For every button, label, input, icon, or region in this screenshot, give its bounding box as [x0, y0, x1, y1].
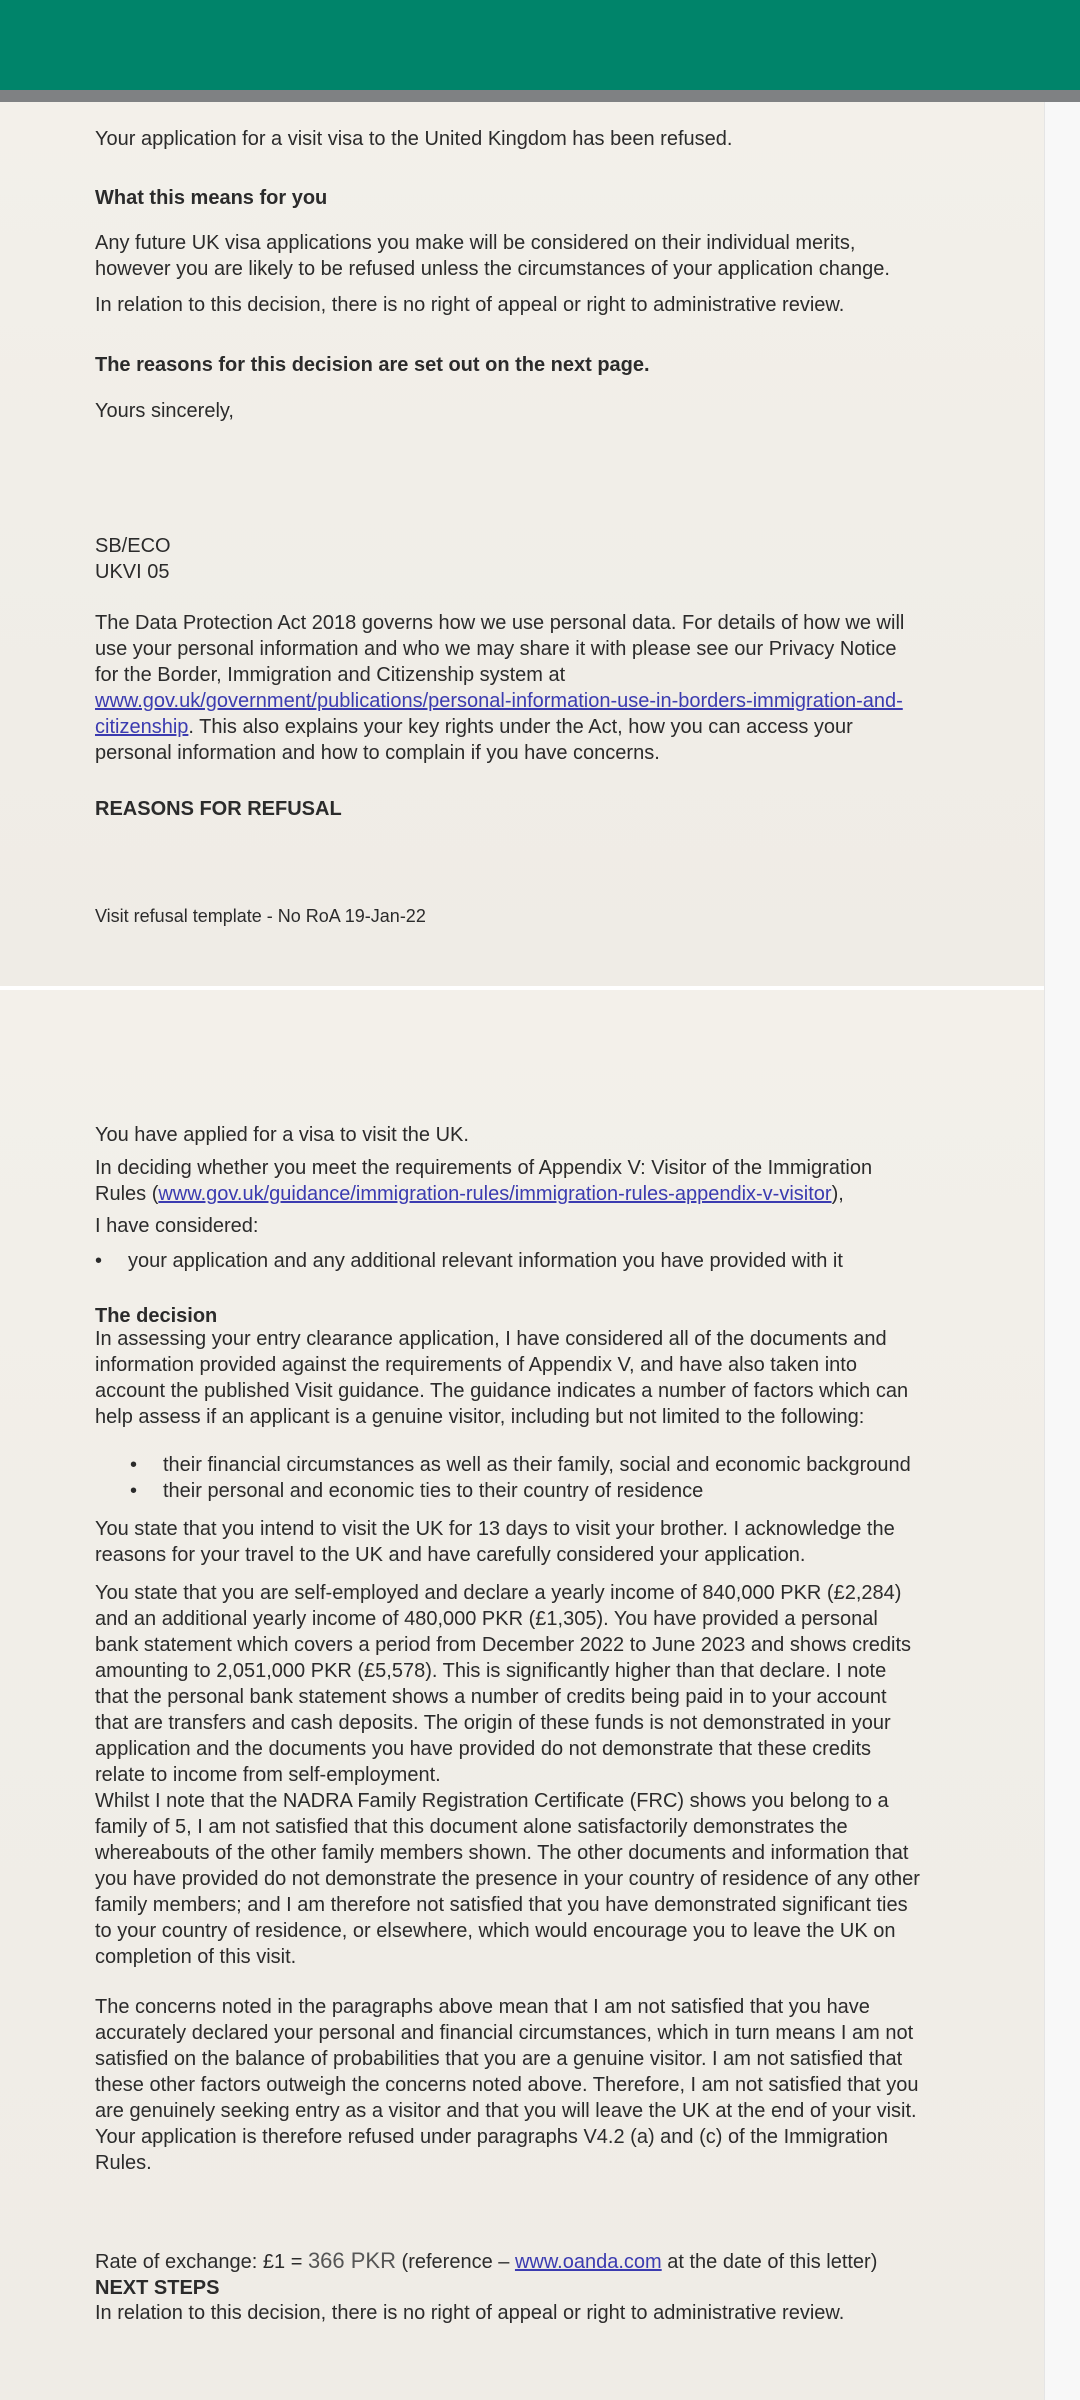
considered-bullet-text: your application and any additional relevant information you have provided with it	[128, 1250, 843, 1272]
rate-text-mid: (reference –	[396, 2251, 515, 2273]
exchange-rate-line	[95, 2248, 925, 2275]
refusal-statement: Your application for a visit visa to the United Kingdom has been refused.	[95, 128, 733, 150]
header-stripe	[0, 90, 1080, 102]
letter-page-2	[0, 990, 1044, 2400]
dpa-text-after: . This also explains your key rights under the Act, how you can access your personal information and how to complain if you have concerns.	[95, 716, 853, 764]
next-steps-heading: NEXT STEPS	[95, 2277, 220, 2299]
reasons-next-page-text: The reasons for this decision are set out on the next page.	[95, 354, 650, 376]
template-footer: Visit refusal template - No RoA 19-Jan-22	[95, 906, 426, 926]
factor-text-2: their personal and economic ties to their country of residence	[163, 1480, 704, 1502]
nadra-paragraph: Whilst I note that the NADRA Family Registration Certificate (FRC) shows you belong to a family of 5, I am not satisfied that this document alone satisfactorily demonstrates the whereabouts of the other family members shown. The other documents and information that you have provided do not demonstrate the presence in your country of residence of any other family members; and I am therefore not satisfied that you have demonstrated significant ties to your country of residence, or elsewhere, which would encourage you to leave the UK on completion of this visit.	[95, 1790, 920, 1968]
applied-statement: You have applied for a visa to visit the UK.	[95, 1124, 469, 1146]
bullet-dot: •	[95, 1250, 103, 1272]
privacy-notice-link[interactable]: www.gov.uk/government/publications/personal-information-use-in-borders-immigration-and-citizenship	[95, 690, 903, 738]
considered-label: I have considered:	[95, 1215, 259, 1237]
no-appeal-text: In relation to this decision, there is no right of appeal or right to administrative review.	[95, 294, 845, 316]
future-applications-text: Any future UK visa applications you make will be considered on their individual merits, however you are likely to be refused unless the circumstances of your application change.	[95, 232, 890, 280]
decision-heading: The decision	[95, 1305, 218, 1327]
scroll-gutter	[1044, 102, 1080, 2400]
income-paragraph: You state that you are self-employed and declare a yearly income of 840,000 PKR (£2,284) and an additional yearly income of 480,000 PKR (£1,305). You have provided a personal bank statement which covers a period from December 2022 to June 2023 and shows credits amounting to 2,051,000 PKR (£5,578). This is significantly higher than that declare. I note that the personal bank statement shows a number of credits being paid in to your account that are transfers and cash deposits. The origin of these funds is not demonstrated in your application and the documents you have provided do not demonstrate that these credits relate to income from self-employment.	[95, 1582, 911, 1786]
next-steps-no-appeal: In relation to this decision, there is no right of appeal or right to administrative review.	[95, 2302, 845, 2324]
rate-text-after: at the date of this letter)	[661, 2251, 878, 2273]
letter-page-1	[0, 102, 1044, 986]
header-bar	[0, 0, 1080, 90]
rate-text-before: Rate of exchange: £1 =	[95, 2251, 308, 2273]
deciding-text-after: ),	[831, 1183, 844, 1205]
deciding-text-before: In deciding whether you meet the requirements of Appendix V: Visitor of the Immigration Rules (	[95, 1157, 873, 1205]
intend-paragraph: You state that you intend to visit the UK for 13 days to visit your brother. I acknowledge the reasons for your travel to the UK and have carefully considered your application.	[95, 1518, 895, 1566]
bullet-dot: •	[130, 1454, 138, 1476]
rate-value: 366 PKR	[307, 2248, 396, 2273]
closing-salutation: Yours sincerely,	[95, 400, 234, 422]
reasons-for-refusal-heading: REASONS FOR REFUSAL	[95, 798, 342, 820]
assessing-paragraph: In assessing your entry clearance application, I have considered all of the documents and information provided against the requirements of Appendix V, and have also taken into account the published Visit guidance. The guidance indicates a number of factors which can help assess if an applicant is a genuine visitor, including but not limited to the following:	[95, 1328, 909, 1428]
concerns-paragraph: The concerns noted in the paragraphs above mean that I am not satisfied that you have accurately declared your personal and financial circumstances, which in turn means I am not satisfied on the balance of probabilities that you are a genuine visitor. I am not satisfied that these other factors outweigh the concerns noted above. Therefore, I am not satisfied that you are genuinely seeking entry as a visitor and that you will leave the UK at the end of your visit. Your application is therefore refused under paragraphs V4.2 (a) and (c) of the Immigration Rules.	[95, 1996, 919, 2174]
signature-line-2: UKVI 05	[95, 561, 170, 583]
data-protection-paragraph	[95, 610, 925, 766]
bullet-dot: •	[130, 1480, 138, 1502]
what-this-means-heading: What this means for you	[95, 187, 328, 209]
factor-text-1: their financial circumstances as well as their family, social and economic background	[163, 1454, 911, 1476]
appendix-v-link[interactable]: www.gov.uk/guidance/immigration-rules/immigration-rules-appendix-v-visitor	[158, 1183, 832, 1205]
dpa-text-before: The Data Protection Act 2018 governs how we use personal data. For details of how we will use your personal information and who we may share it with please see our Privacy Notice for the Border, Immigration and Citizenship system at	[95, 612, 905, 686]
deciding-paragraph	[95, 1155, 925, 1207]
oanda-link[interactable]: www.oanda.com	[514, 2251, 662, 2273]
signature-line-1: SB/ECO	[95, 535, 171, 557]
